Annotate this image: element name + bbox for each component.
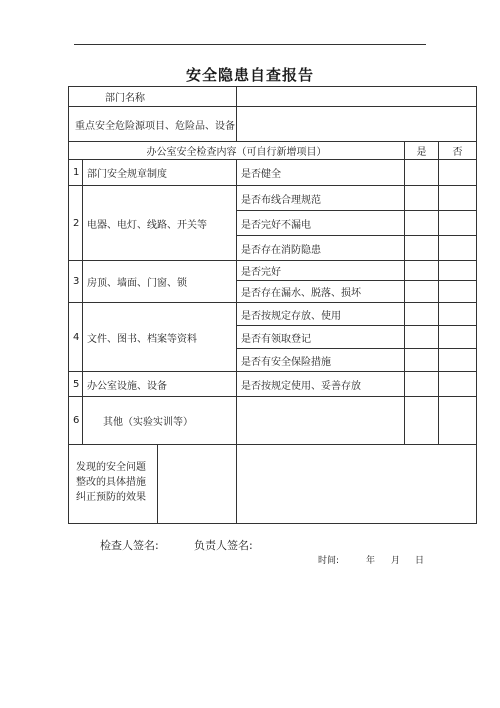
check-criterion: 是否按规定存放、使用	[237, 303, 405, 326]
table-row	[69, 397, 477, 445]
findings-label-problems: 发现的安全问题	[76, 462, 146, 473]
findings-label-effects: 纠正预防的效果	[76, 492, 146, 503]
date-label: 时间:	[318, 556, 340, 566]
item-name: 文件、图书、档案等资料	[83, 303, 237, 372]
inspection-table	[68, 86, 477, 524]
yes-cell[interactable]	[405, 236, 439, 261]
check-criterion: 是否完好	[237, 261, 405, 281]
check-criterion[interactable]	[237, 397, 405, 445]
table-row	[69, 303, 477, 326]
no-header: 否	[439, 142, 477, 160]
table-row	[69, 186, 477, 211]
date-day: 日	[415, 556, 425, 566]
yes-cell[interactable]	[405, 397, 439, 445]
check-criterion: 是否布线合理规范	[237, 186, 405, 211]
hazard-value-cell[interactable]	[237, 107, 477, 142]
hazard-label: 重点安全危险源项目、危险品、设备	[69, 107, 237, 142]
item-number: 5	[69, 372, 83, 397]
yes-cell[interactable]	[405, 261, 439, 281]
yes-cell[interactable]	[405, 211, 439, 236]
responsible-signature-label: 负责人签名:	[194, 539, 253, 552]
yes-cell[interactable]	[405, 186, 439, 211]
item-number: 3	[69, 261, 83, 303]
date-month: 月	[391, 556, 401, 566]
checklist-header-row	[69, 142, 477, 160]
check-criterion: 是否有安全保险措施	[237, 349, 405, 372]
yes-cell[interactable]	[405, 160, 439, 186]
item-number: 4	[69, 303, 83, 372]
top-divider	[74, 44, 426, 45]
check-criterion: 是否按规定使用、妥善存放	[237, 372, 405, 397]
table-row	[69, 160, 477, 186]
item-name: 房顶、墙面、门窗、锁	[83, 261, 237, 303]
yes-cell[interactable]	[405, 326, 439, 349]
item-name: 办公室设施、设备	[83, 372, 237, 397]
check-criterion: 是否存在消防隐患	[237, 236, 405, 261]
item-number: 2	[69, 186, 83, 261]
findings-label-cell	[69, 445, 237, 524]
item-number: 6	[69, 397, 83, 445]
item-name: 部门安全规章制度	[83, 160, 237, 186]
no-cell[interactable]	[439, 186, 477, 211]
no-cell[interactable]	[439, 326, 477, 349]
findings-row	[69, 445, 477, 524]
table-row	[69, 261, 477, 281]
dept-row	[69, 87, 477, 107]
no-cell[interactable]	[439, 372, 477, 397]
check-criterion: 是否完好不漏电	[237, 211, 405, 236]
yes-cell[interactable]	[405, 372, 439, 397]
findings-input-area-left[interactable]	[158, 445, 236, 523]
item-name: 电器、电灯、线路、开关等	[83, 186, 237, 261]
page-title: 安全隐患自查报告	[185, 66, 314, 84]
item-number: 1	[69, 160, 83, 186]
findings-input-area[interactable]	[237, 445, 477, 524]
hazard-row	[69, 107, 477, 142]
date-year: 年	[366, 556, 376, 566]
check-criterion: 是否存在漏水、脱落、损坏	[237, 281, 405, 303]
check-criterion: 是否健全	[237, 160, 405, 186]
yes-cell[interactable]	[405, 303, 439, 326]
item-name: 其他（实验实训等）	[83, 397, 237, 445]
no-cell[interactable]	[439, 303, 477, 326]
checklist-heading: 办公室安全检查内容（可自行新增项目）	[69, 142, 405, 160]
no-cell[interactable]	[439, 281, 477, 303]
no-cell[interactable]	[439, 349, 477, 372]
no-cell[interactable]	[439, 236, 477, 261]
check-criterion: 是否有领取登记	[237, 326, 405, 349]
no-cell[interactable]	[439, 261, 477, 281]
yes-header: 是	[405, 142, 439, 160]
yes-cell[interactable]	[405, 281, 439, 303]
findings-label-measures: 整改的具体措施	[76, 477, 146, 488]
yes-cell[interactable]	[405, 349, 439, 372]
dept-value-cell[interactable]	[237, 87, 477, 107]
dept-label: 部门名称	[69, 87, 237, 107]
table-row	[69, 372, 477, 397]
inspector-signature-label: 检查人签名:	[100, 539, 159, 552]
no-cell[interactable]	[439, 211, 477, 236]
no-cell[interactable]	[439, 160, 477, 186]
no-cell[interactable]	[439, 397, 477, 445]
